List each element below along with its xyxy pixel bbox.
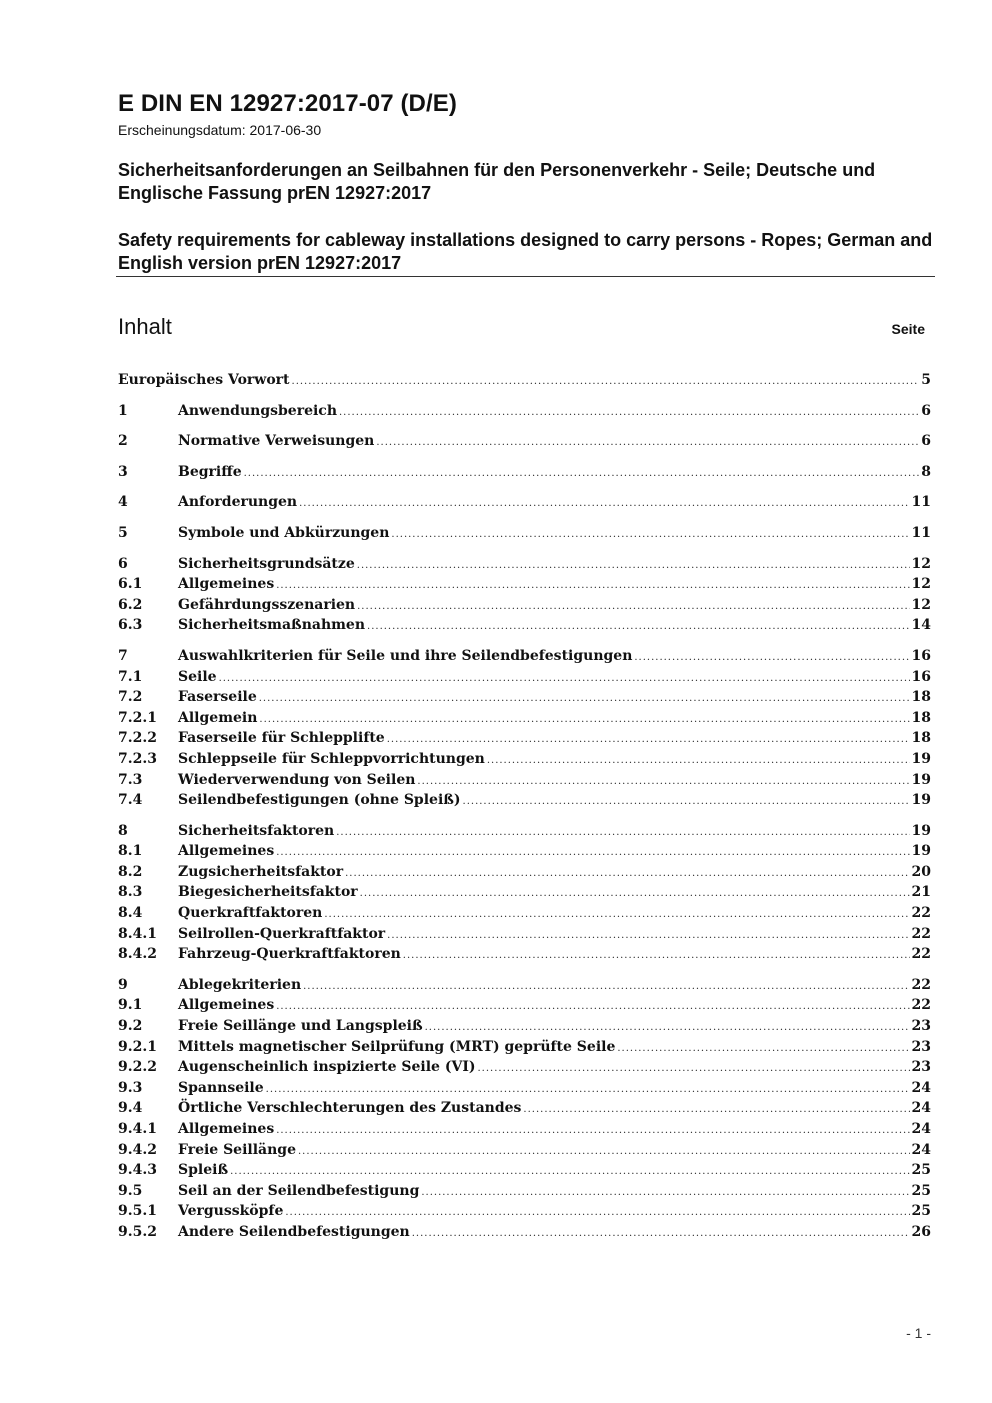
toc-entry-number: 9.5: [118, 1182, 143, 1199]
toc-entry-number: 3: [118, 463, 128, 480]
toc-dot-leader: [425, 1018, 910, 1039]
toc-entry-page: 19: [911, 792, 931, 809]
toc-entry-number: 9.5.1: [118, 1203, 157, 1220]
toc-entry-label: Augenscheinlich inspizierte Seile (VI): [178, 1059, 476, 1076]
toc-entry-label: Vergussköpfe: [178, 1203, 284, 1220]
toc-entry-page: 12: [911, 596, 931, 613]
toc-entry-label: Sicherheitsgrundsätze: [178, 555, 355, 572]
toc-entry-label: Seil an der Seilendbefestigung: [178, 1182, 420, 1199]
toc-dot-leader: [219, 669, 910, 690]
toc-entry[interactable]: [118, 401, 931, 422]
toc-entry[interactable]: [118, 1222, 931, 1243]
toc-dot-leader: [387, 730, 910, 751]
toc-entry-number: 9.4: [118, 1100, 143, 1117]
toc-entry[interactable]: [118, 1201, 931, 1222]
toc-entry-label: Auswahlkriterien für Seile und ihre Seilendbefestigungen: [178, 647, 633, 664]
toc-dot-leader: [276, 576, 909, 597]
toc-entry-label: Freie Seillänge: [178, 1141, 296, 1158]
toc-entry[interactable]: [118, 1181, 931, 1202]
toc-entry-number: 6.2: [118, 596, 143, 613]
toc-entry[interactable]: [118, 995, 931, 1016]
toc-entry-number: 9.3: [118, 1079, 143, 1096]
title-english: Safety requirements for cableway installations designed to carry persons - Ropes; German and English version prEN 12927:2017: [118, 230, 933, 273]
toc-entry-label: Gefährdungsszenarien: [178, 596, 356, 613]
toc-entry-label: Symbole und Abkürzungen: [178, 524, 390, 541]
toc-entry-page: 26: [911, 1223, 931, 1240]
toc-entry-label: Schleppseile für Schleppvorrichtungen: [178, 750, 485, 767]
toc-dot-leader: [403, 946, 910, 967]
toc-dot-leader: [298, 1142, 910, 1163]
toc-entry[interactable]: [118, 462, 931, 483]
table-of-contents: [118, 370, 931, 1243]
toc-entry[interactable]: [118, 1140, 931, 1161]
toc-entry-page: 14: [911, 617, 931, 634]
toc-entry-page: 18: [911, 709, 931, 726]
toc-entry-number: 6.3: [118, 617, 143, 634]
toc-entry-page: 25: [911, 1182, 931, 1199]
toc-entry-page: 25: [911, 1162, 931, 1179]
toc-entry-page: 16: [911, 647, 931, 664]
toc-entry-label: Fahrzeug-Querkraftfaktoren: [178, 946, 401, 963]
toc-entry-number: 6: [118, 555, 128, 572]
toc-entry-number: 7: [118, 647, 128, 664]
toc-dot-leader: [259, 710, 909, 731]
toc-dot-leader: [339, 403, 919, 424]
toc-entry-number: 7.1: [118, 668, 143, 685]
toc-dot-leader: [634, 648, 909, 669]
toc-entry-page: 6: [921, 433, 931, 450]
toc-entry[interactable]: [118, 1037, 931, 1058]
toc-entry-label: Mittels magnetischer Seilprüfung (MRT) geprüfte Seile: [178, 1038, 616, 1055]
toc-entry[interactable]: [118, 1078, 931, 1099]
toc-entry-page: 19: [911, 822, 931, 839]
toc-entry-page: 22: [911, 997, 931, 1014]
toc-entry-number: 5: [118, 524, 128, 541]
document-title: E DIN EN 12927:2017-07 (D/E): [118, 90, 457, 117]
toc-entry[interactable]: [118, 841, 931, 862]
toc-entry-number: 1: [118, 402, 128, 419]
toc-dot-leader: [417, 772, 909, 793]
toc-entry[interactable]: [118, 790, 931, 811]
toc-entry[interactable]: [118, 523, 931, 544]
toc-entry-page: 24: [911, 1141, 931, 1158]
toc-entry-label: Seile: [178, 668, 217, 685]
toc-dot-leader: [299, 494, 909, 515]
toc-entry-page: 6: [921, 402, 931, 419]
toc-entry[interactable]: [118, 708, 931, 729]
toc-entry-number: 7.2.2: [118, 730, 157, 747]
toc-dot-leader: [285, 1203, 909, 1224]
toc-entry-label: Sicherheitsfaktoren: [178, 822, 335, 839]
toc-entry-number: 6.1: [118, 576, 143, 593]
toc-entry[interactable]: [118, 903, 931, 924]
toc-entry-number: 2: [118, 433, 128, 450]
toc-entry[interactable]: [118, 615, 931, 636]
toc-entry-label: Allgemeines: [178, 997, 275, 1014]
toc-entry-label: Sicherheitsmaßnahmen: [178, 617, 366, 634]
toc-entry-page: 23: [911, 1038, 931, 1055]
publication-date: Erscheinungsdatum: 2017-06-30: [118, 122, 322, 138]
toc-entry-number: 7.4: [118, 792, 143, 809]
toc-dot-leader: [266, 1080, 910, 1101]
toc-entry-page: 25: [911, 1203, 931, 1220]
toc-entry-page: 24: [911, 1100, 931, 1117]
title-german: Sicherheitsanforderungen an Seilbahnen für den Personenverkehr - Seile; Deutsche und Englische Fassung prEN 12927:2017: [118, 160, 876, 203]
toc-entry-number: 9.2.1: [118, 1038, 157, 1055]
toc-entry[interactable]: [118, 749, 931, 770]
toc-entry-page: 5: [921, 372, 931, 388]
toc-entry-label: Spleiß: [178, 1162, 229, 1179]
toc-entry-page: 12: [911, 576, 931, 593]
toc-entry-number: 7.3: [118, 771, 143, 788]
toc-entry[interactable]: [118, 821, 931, 842]
toc-dot-leader: [357, 597, 909, 618]
title-divider: [116, 276, 935, 277]
toc-dot-leader: [487, 751, 910, 772]
toc-entry[interactable]: [118, 646, 931, 667]
toc-entry-number: 9.1: [118, 997, 143, 1014]
toc-entry-label: Faserseile für Schlepplifte: [178, 730, 385, 747]
toc-dot-leader: [357, 556, 910, 577]
toc-dot-leader: [412, 1224, 910, 1245]
toc-entry[interactable]: [118, 862, 931, 883]
toc-entry[interactable]: [118, 595, 931, 616]
toc-entry-page: 8: [921, 463, 931, 480]
toc-entry[interactable]: [118, 574, 931, 595]
toc-dot-leader: [276, 1121, 909, 1142]
toc-dot-leader: [391, 525, 909, 546]
toc-entry-label: Freie Seillänge und Langspleiß: [178, 1018, 423, 1035]
toc-dot-leader: [292, 372, 920, 393]
toc-page-column-label: Seite: [891, 321, 925, 337]
toc-dot-leader: [421, 1183, 909, 1204]
toc-dot-leader: [376, 433, 919, 454]
toc-dot-leader: [324, 905, 909, 926]
toc-entry-label: Seilrollen-Querkraftfaktor: [178, 925, 386, 942]
toc-entry-label: Andere Seilendbefestigungen: [178, 1223, 410, 1240]
toc-entry-number: 9.4.3: [118, 1162, 157, 1179]
toc-entry-number: 4: [118, 494, 128, 511]
toc-entry-label: Allgemein: [178, 709, 258, 726]
toc-dot-leader: [345, 864, 909, 885]
toc-dot-leader: [367, 617, 909, 638]
toc-entry-label: Ablegekriterien: [178, 976, 302, 993]
toc-entry-number: 8: [118, 822, 128, 839]
toc-entry-page: 18: [911, 730, 931, 747]
toc-entry-number: 7.2.1: [118, 709, 157, 726]
page-number: - 1 -: [906, 1325, 931, 1341]
toc-entry-page: 19: [911, 843, 931, 860]
toc-entry-number: 9.5.2: [118, 1223, 157, 1240]
toc-entry-number: 8.3: [118, 884, 143, 901]
toc-entry-number: 9.4.1: [118, 1121, 157, 1137]
toc-entry-page: 20: [911, 863, 931, 880]
toc-dot-leader: [336, 823, 909, 844]
toc-entry-label: Anwendungsbereich: [178, 402, 337, 419]
toc-entry[interactable]: [118, 431, 931, 452]
toc-entry-number: 9.4.2: [118, 1141, 157, 1158]
toc-entry-label: Anforderungen: [178, 494, 298, 511]
toc-entry[interactable]: [118, 728, 931, 749]
toc-entry-label: Europäisches Vorwort: [118, 372, 290, 388]
toc-entry-label: Wiederverwendung von Seilen: [178, 771, 416, 788]
toc-entry-number: 9: [118, 976, 128, 993]
toc-entry-number: 9.2.2: [118, 1059, 157, 1076]
toc-dot-leader: [387, 926, 909, 947]
toc-dot-leader: [360, 884, 910, 905]
toc-entry-page: 11: [911, 494, 931, 511]
toc-entry-label: Allgemeines: [178, 1121, 275, 1137]
toc-entry-page: 22: [911, 946, 931, 963]
toc-entry[interactable]: [118, 924, 931, 945]
toc-entry-page: 24: [911, 1079, 931, 1096]
toc-entry[interactable]: [118, 492, 931, 513]
toc-dot-leader: [230, 1162, 909, 1183]
toc-entry-page: 18: [911, 689, 931, 706]
toc-entry-number: 7.2: [118, 689, 143, 706]
toc-entry-page: 11: [911, 524, 931, 541]
toc-dot-leader: [244, 464, 920, 485]
toc-entry-page: 22: [911, 976, 931, 993]
toc-entry-label: Seilendbefestigungen (ohne Spleiß): [178, 792, 461, 809]
toc-entry[interactable]: [118, 554, 931, 575]
toc-entry-number: 8.4: [118, 905, 143, 922]
toc-entry-page: 22: [911, 925, 931, 942]
toc-dot-leader: [276, 843, 909, 864]
toc-entry-label: Örtliche Verschlechterungen des Zustandes: [178, 1100, 522, 1117]
toc-entry[interactable]: [118, 370, 931, 391]
toc-entry-page: 23: [911, 1059, 931, 1076]
toc-entry-label: Allgemeines: [178, 843, 275, 860]
toc-entry-page: 12: [911, 555, 931, 572]
toc-entry-number: 7.2.3: [118, 750, 157, 767]
toc-entry-number: 8.4.2: [118, 946, 157, 963]
toc-entry-label: Allgemeines: [178, 576, 275, 593]
toc-entry[interactable]: [118, 770, 931, 791]
toc-entry-label: Faserseile: [178, 689, 257, 706]
toc-entry-page: 21: [911, 884, 931, 901]
toc-dot-leader: [478, 1059, 910, 1080]
toc-entry-page: 19: [911, 771, 931, 788]
toc-entry-label: Normative Verweisungen: [178, 433, 375, 450]
toc-entry[interactable]: [118, 667, 931, 688]
toc-entry-label: Begriffe: [178, 463, 242, 480]
toc-entry[interactable]: [118, 975, 931, 996]
toc-entry-page: 16: [911, 668, 931, 685]
toc-entry[interactable]: [118, 944, 931, 965]
toc-entry[interactable]: [118, 1119, 931, 1140]
toc-dot-leader: [523, 1100, 909, 1121]
toc-entry-page: 19: [911, 750, 931, 767]
toc-entry[interactable]: [118, 687, 931, 708]
toc-entry-page: 24: [911, 1121, 931, 1137]
toc-entry[interactable]: [118, 1016, 931, 1037]
toc-dot-leader: [259, 689, 910, 710]
toc-entry-number: 8.2: [118, 863, 143, 880]
toc-entry[interactable]: [118, 1160, 931, 1181]
toc-entry-number: 8.4.1: [118, 925, 157, 942]
toc-entry[interactable]: [118, 882, 931, 903]
toc-entry-number: 9.2: [118, 1018, 143, 1035]
toc-entry-label: Querkraftfaktoren: [178, 905, 323, 922]
toc-entry-label: Spannseile: [178, 1079, 264, 1096]
toc-entry-page: 22: [911, 905, 931, 922]
toc-entry-label: Zugsicherheitsfaktor: [178, 863, 344, 880]
toc-dot-leader: [463, 792, 910, 813]
toc-entry-page: 23: [911, 1018, 931, 1035]
toc-entry[interactable]: [118, 1057, 931, 1078]
toc-entry-number: 8.1: [118, 843, 143, 860]
toc-dot-leader: [617, 1039, 909, 1060]
toc-entry[interactable]: [118, 1098, 931, 1119]
toc-dot-leader: [276, 997, 909, 1018]
toc-dot-leader: [303, 977, 909, 998]
toc-heading: Inhalt: [118, 314, 172, 339]
toc-entry-label: Biegesicherheitsfaktor: [178, 884, 358, 901]
